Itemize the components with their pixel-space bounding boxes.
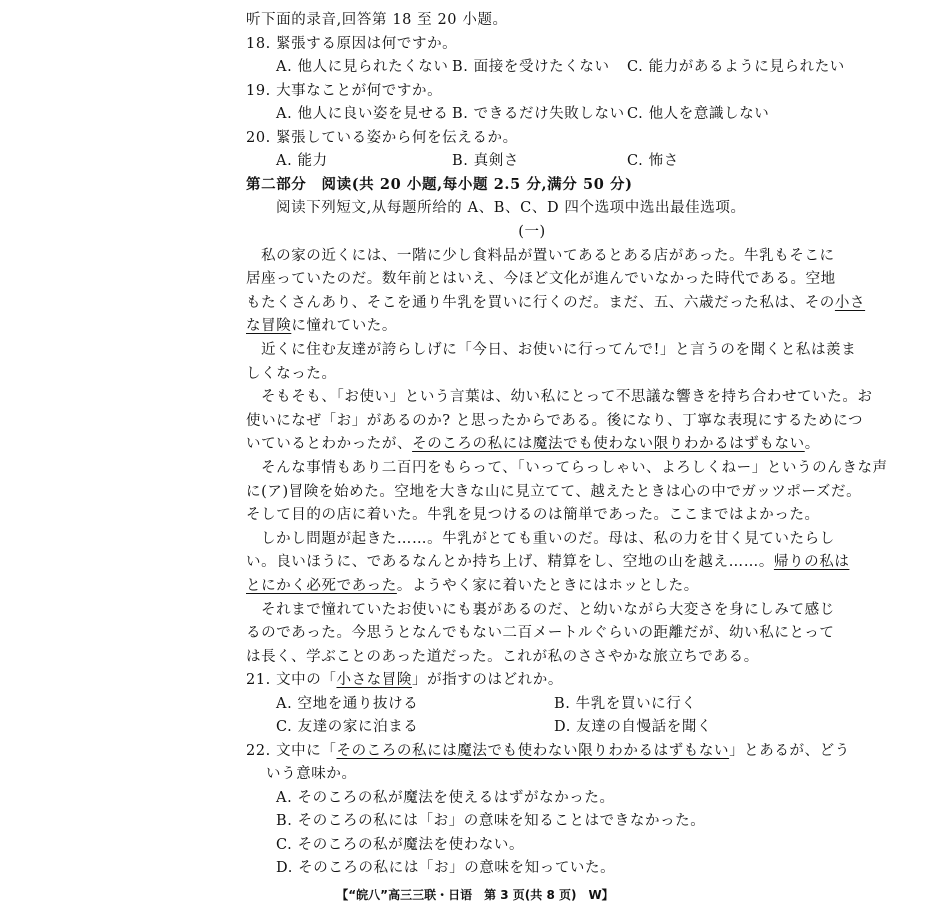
question-20: 20. 緊張している姿から何を伝えるか。	[246, 130, 518, 146]
question-21: 21. 文中の「小さな冒険」が指すのはどれか。	[246, 672, 563, 688]
q21-option-c: C. 友達の家に泊まる	[276, 719, 419, 735]
q20-option-c: C. 怖さ	[627, 153, 679, 169]
q22-option-d: D. そのころの私には「お」の意味を知っていた。	[276, 860, 616, 876]
passage-line: それまで憧れていたお使いにも裏があるのだ、と幼いながら大変さを身にしみて感じ	[261, 602, 835, 618]
underlined-phrase: 小さ	[834, 295, 866, 311]
question-22: 22. 文中に「そのころの私には魔法でも使わない限りわかるはずもない」とあるが、どう	[246, 743, 850, 759]
passage-line: そして目的の店に着いた。牛乳を見つけるのは簡単であった。ここまではよかった。	[246, 507, 820, 523]
passage-line: に(ア)冒険を始めた。空地を大きな山に見立てて、越えたときは心の中でガッツポーズだ。	[246, 484, 862, 500]
passage-line: そもそも、「お使い」という言葉は、幼い私にとって不思議な響きを持ち合わせていた。お	[261, 389, 873, 405]
passage-line: しくなった。	[246, 366, 337, 382]
page-footer: 【“皖八”高三三联・日语 第 3 页(共 8 页) W】	[336, 888, 614, 902]
part2-instruction: 阅读下列短文,从每题所给的 A、B、C、D 四个选项中选出最佳选项。	[276, 200, 746, 216]
underlined-phrase: そのころの私には魔法でも使わない限りわかるはずもない	[412, 436, 805, 452]
q19-option-a: A. 他人に良い姿を見せる	[276, 106, 449, 122]
passage-line: いているとわかったが、そのころの私には魔法でも使わない限りわかるはずもない。	[246, 436, 820, 452]
passage-line: とにかく必死であった。ようやく家に着いたときにはホッとした。	[246, 578, 699, 594]
passage-line: 近くに住む友達が誇らしげに「今日、お使いに行ってんで!」と言うのを聞くと私は羨ま	[261, 342, 857, 358]
q20-option-a: A. 能力	[276, 153, 328, 169]
passage-number: (一)	[518, 224, 546, 240]
passage-line: 居座っていたのだ。数年前とはいえ、今ほど文化が進んでいなかった時代である。空地	[246, 271, 836, 287]
question-22-cont: いう意味か。	[266, 766, 357, 782]
q20-option-b: B. 真剣さ	[452, 153, 519, 169]
passage-line: は長く、学ぶことのあった道だった。これが私のささやかな旅立ちである。	[246, 649, 759, 665]
q21-option-a: A. 空地を通り抜ける	[276, 696, 419, 712]
q19-option-c: C. 他人を意識しない	[627, 106, 770, 122]
passage-line: 使いになぜ「お」があるのか? と思ったからである。後になり、丁寧な表現にするためにつ	[246, 413, 864, 429]
q18-option-b: B. 面接を受けたくない	[452, 59, 610, 75]
q19-option-b: B. できるだけ失敗しない	[452, 106, 625, 122]
passage-line: もたくさんあり、そこを通り牛乳を買いに行くのだ。まだ、五、六歳だった私は、その小さ	[246, 295, 866, 311]
underlined-phrase: 小さな冒険	[336, 672, 412, 688]
q22-option-c: C. そのころの私が魔法を使わない。	[276, 837, 525, 853]
passage-line: 私の家の近くには、一階に少し食料品が置いてあるとある店があった。牛乳もそこに	[261, 248, 835, 264]
passage-line: い。良いほうに、であるなんとか持ち上げ、精算をし、空地の山を越え……。帰りの私は	[246, 554, 850, 570]
underlined-phrase: 帰りの私は	[773, 554, 850, 570]
question-18: 18. 緊張する原因は何ですか。	[246, 36, 458, 52]
question-19: 19. 大事なことが何ですか。	[246, 83, 443, 99]
passage-line: な冒険に憧れていた。	[246, 318, 398, 334]
passage-line: るのであった。今思うとなんでもない二百メートルぐらいの距離だが、幼い私にとって	[246, 625, 835, 641]
q21-option-d: D. 友達の自慢話を聞く	[554, 719, 713, 735]
q21-option-b: B. 牛乳を買いに行く	[554, 696, 697, 712]
passage-line: そんな事情もあり二百円をもらって、「いってらっしゃい、よろしくねー」というのんきな声	[261, 460, 888, 476]
passage-line: しかし問題が起きた……。牛乳がとても重いのだ。母は、私の力を甘く見ていたらし	[261, 531, 835, 547]
underlined-phrase: そのころの私には魔法でも使わない限りわかるはずもない	[336, 743, 730, 759]
q18-option-a: A. 他人に見られたくない	[276, 59, 449, 75]
listening-intro: 听下面的录音,回答第 18 至 20 小题。	[246, 12, 508, 28]
underlined-phrase: な冒険	[246, 318, 292, 334]
q22-option-a: A. そのころの私が魔法を使えるはずがなかった。	[276, 790, 615, 806]
q18-option-c: C. 能力があるように見られたい	[627, 59, 845, 75]
q22-option-b: B. そのころの私には「お」の意味を知ることはできなかった。	[276, 813, 706, 829]
underlined-phrase: とにかく必死であった	[246, 578, 397, 594]
part2-title: 第二部分 阅读(共 20 小题,每小题 2.5 分,满分 50 分)	[246, 176, 633, 193]
